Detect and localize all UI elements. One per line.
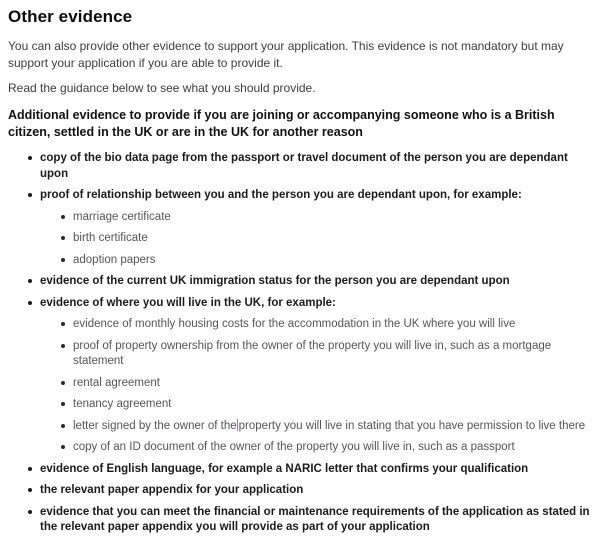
list-item [8, 274, 592, 290]
list-item-label: evidence that you can meet the financial or maintenance requirements of the application as stated in the relevant paper appendix you will provide as part of your application [40, 505, 590, 533]
bullet-icon [28, 193, 32, 197]
section-heading: Additional evidence to provide if you are joining or accompanying someone who is a British citizen, settled in the UK or are in the UK for another reason [8, 108, 555, 139]
list-item-label: tenancy agreement [73, 398, 172, 410]
list-item [8, 296, 592, 456]
list-item-label: the relevant paper appendix for your application [40, 484, 304, 496]
list-item [8, 462, 592, 478]
bullet-icon [61, 344, 65, 348]
list-item [8, 483, 592, 499]
list-item-label: evidence of the current UK immigration status for the person you are dependant upon [40, 275, 510, 287]
list-item-label: copy of an ID document of the owner of the property you will live in, such as a passport [73, 441, 515, 453]
bullet-icon [61, 215, 65, 219]
list-item [40, 231, 592, 247]
list-item [40, 317, 592, 333]
list-item-label: evidence of monthly housing costs for the accommodation in the UK where you will live [73, 318, 516, 330]
list-item-label: evidence of where you will live in the UK, for example: [40, 296, 336, 309]
intro-paragraph-2: Read the guidance below to see what you should provide. [8, 81, 316, 95]
bullet-icon [61, 402, 65, 406]
bullet-icon [28, 156, 32, 160]
evidence-sublist [40, 210, 592, 269]
list-item [8, 151, 592, 182]
list-item [40, 376, 592, 392]
list-item-label-before-caret: letter signed by the owner of the [73, 419, 237, 432]
bullet-icon [28, 488, 32, 492]
bullet-icon [61, 424, 65, 428]
bullet-icon [28, 510, 32, 514]
list-item-label: adoption papers [73, 253, 156, 266]
list-item-label-after-caret: property you will live in stating that you have permission to live there [238, 419, 586, 432]
list-item [8, 188, 592, 268]
list-item [40, 253, 592, 269]
bullet-icon [28, 279, 32, 283]
list-item-label: birth certificate [73, 232, 148, 244]
text-cursor-caret [237, 419, 238, 431]
list-item-label [73, 420, 585, 432]
evidence-sublist [40, 317, 592, 456]
list-item-label: rental agreement [73, 376, 160, 389]
list-item-label: proof of relationship between you and the person you are dependant upon, for example: [40, 189, 522, 201]
bullet-icon [61, 322, 65, 326]
bullet-icon [61, 445, 65, 449]
bullet-icon [61, 381, 65, 385]
list-item [40, 397, 592, 413]
list-item-label: proof of property ownership from the owner of the property you will live in, such as a mortgage statement [73, 339, 552, 367]
list-item [40, 419, 592, 435]
list-item-label: evidence of English language, for example a NARIC letter that confirms your qualification [40, 462, 529, 475]
bullet-icon [61, 236, 65, 240]
bullet-icon [28, 467, 32, 471]
bullet-icon [28, 301, 32, 305]
list-item [40, 339, 592, 370]
list-item [8, 505, 592, 536]
list-item-label: copy of the bio data page from the passport or travel document of the person you are dependant upon [40, 152, 568, 180]
list-item-label: marriage certificate [73, 210, 171, 223]
page-title: Other evidence [8, 7, 133, 26]
evidence-list [8, 151, 592, 536]
list-item [40, 210, 592, 226]
list-item [40, 440, 592, 456]
intro-paragraph-1: You can also provide other evidence to support your application. This evidence is not mandatory but may support your application if you are able to provide it. [8, 39, 564, 70]
bullet-icon [61, 258, 65, 262]
